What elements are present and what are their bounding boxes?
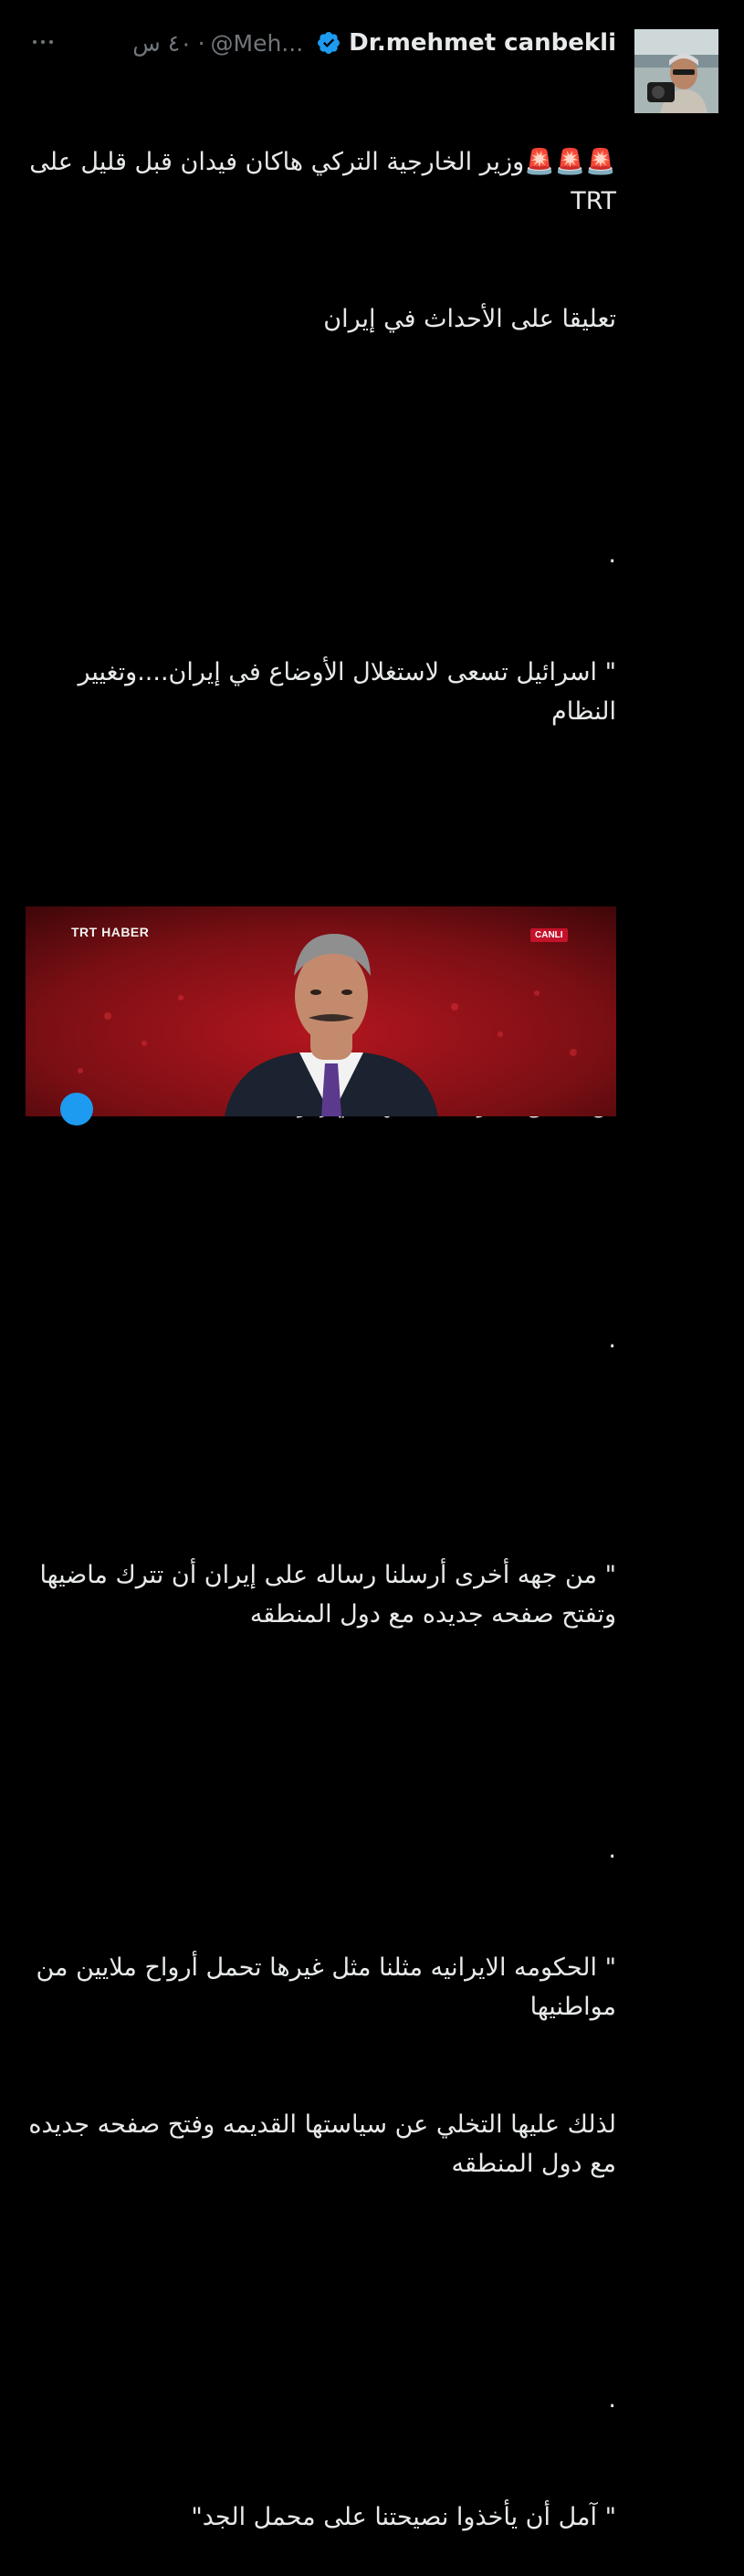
live-badge: CANLI bbox=[530, 928, 568, 942]
tweet-line bbox=[23, 2262, 616, 2301]
tweet-line: . bbox=[608, 540, 616, 569]
tweet-line bbox=[23, 1202, 616, 1241]
tweet-line: لذلك عليها التخلي عن سياستها القديمه وفتح صفحه جديده مع دول المنطقه bbox=[20, 2110, 616, 2178]
tweet-line bbox=[23, 1438, 616, 1477]
tweet-line bbox=[23, 810, 616, 849]
tweet-line: 🚨🚨🚨وزير الخارجية التركي هاكان فيدان قبل قليل على TRT bbox=[21, 148, 616, 215]
more-options-button[interactable] bbox=[33, 31, 53, 53]
header-separator: · bbox=[197, 29, 205, 57]
tweet-line: " اسرائيل تسعى لاستغلال الأوضاع في إيران....وتغيير النظام bbox=[69, 658, 616, 726]
avatar-photo bbox=[634, 29, 718, 113]
tweet-line: تعليقا على الأحداث في إيران bbox=[323, 305, 616, 333]
verified-badge-icon bbox=[316, 30, 341, 56]
tweet-timestamp[interactable]: ٤٠ س bbox=[132, 29, 193, 57]
tweet-line bbox=[23, 417, 616, 456]
avatar[interactable] bbox=[634, 29, 718, 113]
tweet-text bbox=[20, 64, 616, 2576]
tweet-line: " الحكومه الايرانيه مثلنا مثل غيرها تحمل أرواح ملايين من مواطنيها bbox=[27, 1953, 616, 2021]
tweet-line: " آمل أن يأخذوا نصيحتنا على محمل الجد" bbox=[191, 2503, 616, 2531]
tweet-line: . bbox=[608, 2385, 616, 2414]
user-handle[interactable]: @Meh... bbox=[210, 29, 304, 57]
tweet-header bbox=[132, 22, 616, 64]
tweet-line bbox=[23, 1712, 616, 1752]
tweet-line: . bbox=[608, 1836, 616, 1864]
display-name[interactable]: Dr.mehmet canbekli bbox=[349, 29, 616, 57]
tweet-media[interactable] bbox=[26, 906, 616, 1116]
tweet-line: " من جهه أخرى أرسلنا رساله على إيران أن تترك ماضيها وتفتح صفحه جديده مع دول المنطقه bbox=[31, 1561, 616, 1628]
tweet-line: . bbox=[608, 1325, 616, 1354]
channel-logo: TRT HABER bbox=[71, 925, 150, 939]
more-icon bbox=[33, 40, 37, 44]
